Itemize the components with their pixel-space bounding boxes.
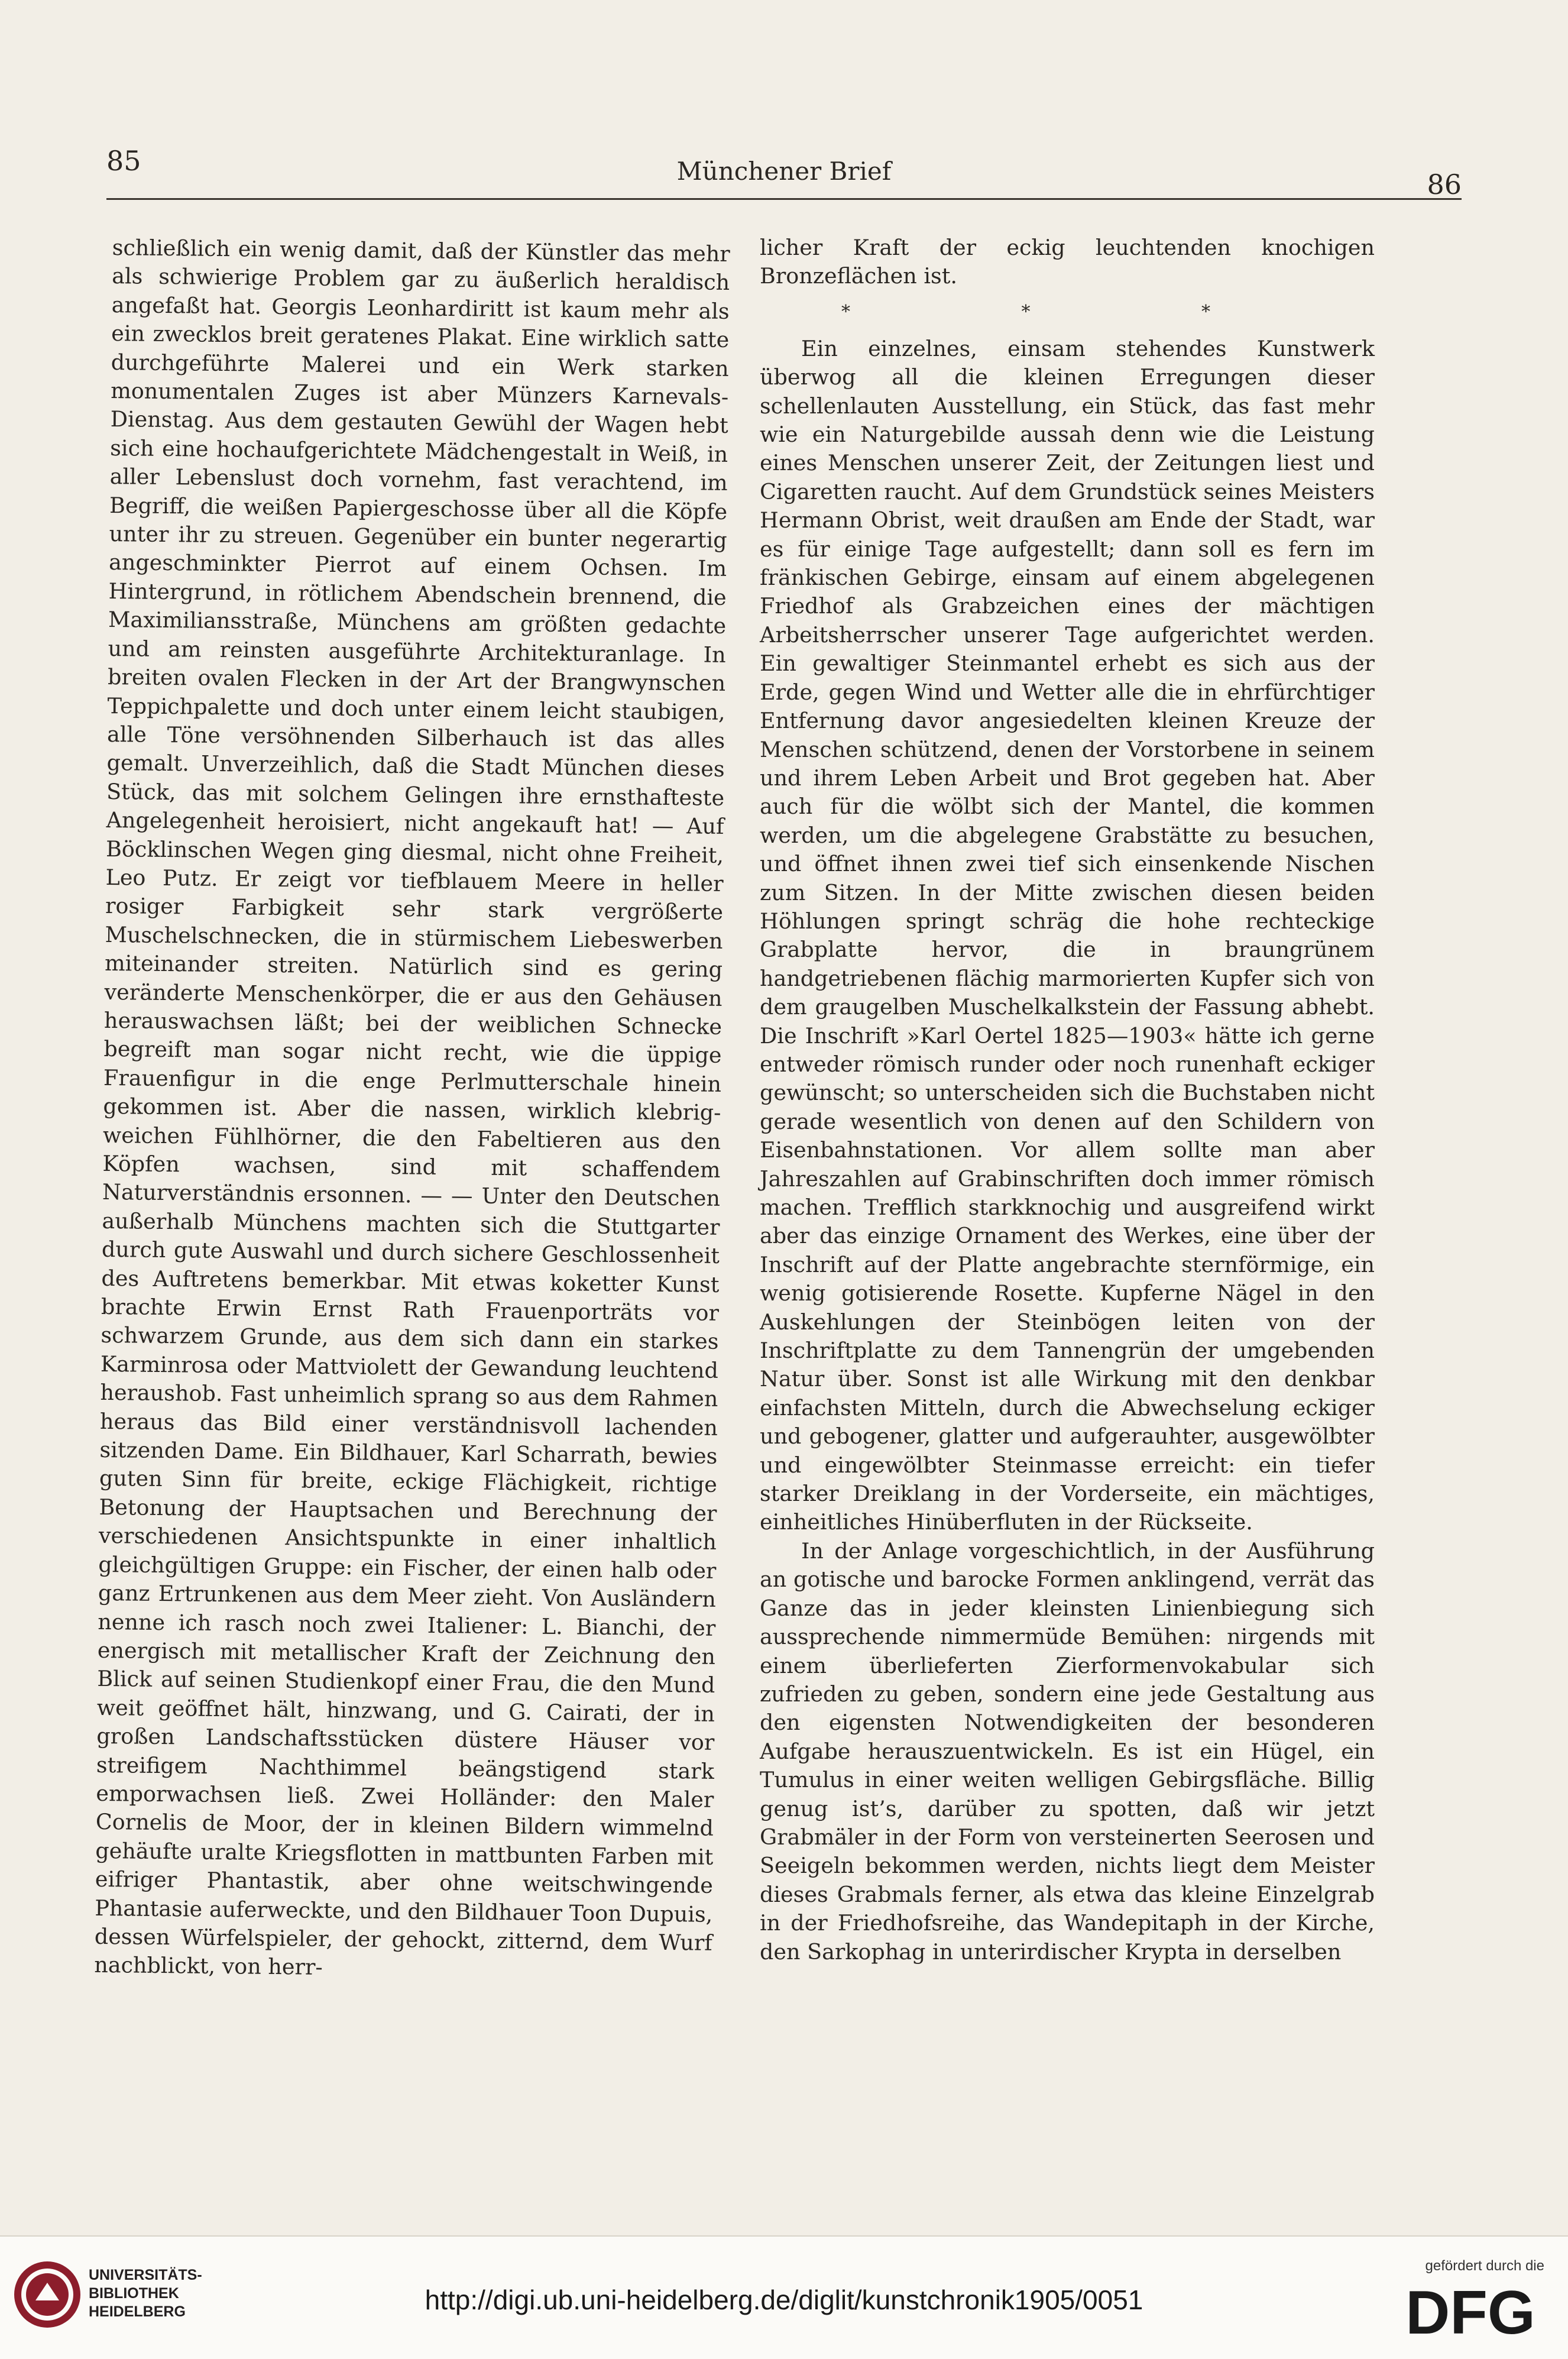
right-paragraph: In der Anlage vorgeschichtlich, in der Ausführung an gotische und barocke Formen anklingend, verrät das Ganze das in jeder kleinsten Linienbiegung sich aussprechende nimmermüde Bemühen: nirgends mit einem überlieferten Zierformenvokabular sich zufrieden zu geben, sondern eine jede Gestaltung aus den eigensten Notwendigkeiten der besonderen Aufgabe herauszuentwickeln. Es ist ein Hügel, ein Tumulus in einer weiten welligen Gebirgsfläche. Billig genug ist’s, darüber zu spotten, daß wir jetzt Grabmäler in der Form von versteinerten Seerosen und Seeigeln bekommen werden, nichts liegt dem Meister dieses Grabmals ferner, als etwa das kleine Einzelgrab in der Friedhofsreihe, das Wandepitaph in der Kirche, den Sarkophag in unterirdischer Krypta in derselben: [760, 1538, 1375, 1965]
page-number-right: 86: [1427, 169, 1462, 200]
running-header: [106, 145, 1462, 200]
section-divider-stars: [760, 302, 1375, 323]
right-paragraph: Ein einzelnes, einsam stehendes Kunstwerk überwog all die kleinen Erregungen dieser schellenlauten Ausstellung, ein Stück, das fast mehr wie ein Naturgebilde aussah denn wie die Leistung eines Menschen unserer Zeit, der Zeitungen liest und Cigaretten raucht. Auf dem Grundstück seines Meisters Hermann Obrist, weit draußen am Ende der Stadt, war es für einige Tage aufgestellt; dann soll es fern im fränkischen Gebirge, einsam auf einem abgelegenen Friedhof als Grabzeichen eines der mächtigen Arbeitsherrscher unserer Tage aufgerichtet werden. Ein gewaltiger Steinmantel erhebt es sich aus der Erde, gegen Wind und Wetter alle die in ehrfürchtiger Entfernung davor angesiedelten kleinen Kreuze der Menschen schützend, denen der Vorstorbene in seinem und ihrem Leben Arbeit und Brot gegeben hat. Aber auch für die wölbt sich der Mantel, die kommen werden, um die abgelegene Grabstätte zu besuchen, und öffnet ihnen zwei tief sich einsenkende Nischen zum Sitzen. In der Mitte zwischen diesen beiden Höhlungen springt schräg die hohe rechteckige Grabplatte hervor, die in braungrünem handgetriebenen flächig marmorierten Kupfer sich von dem graugelben Muschelkalkstein der Fassung abhebt. Die Inschrift »Karl Oertel 1825—1903« hätte ich gerne entweder römisch runder oder noch runenhaft eckiger gewünscht; so unterscheiden sich die Buchstaben nicht gerade wesentlich von denen auf den Schildern von Eisenbahnstationen. Vor allem sollte man aber Jahreszahlen auf Grabinschriften doch immer römisch machen. Trefflich starkknochig und ausgreifend wirkt aber das einzige Ornament des Werkes, eine über der Inschrift auf der Platte angebrachte sternförmige, ein wenig gotisierende Rosette. Kupferne Nägel in den Auskehlungen der Steinbögen leiten von der Inschriftplatte zu dem Tannengrün der umgebenden Natur über. Sonst ist alle Wirkung mit den denkbar einfachsten Mitteln, durch die Abwechselung eckiger und gebogener, glatter und aufgerauhter, ausgewölbter und eingewölbter Steinmasse erreicht: ein tiefer starker Dreiklang in der Vorderseite, ein mächtiges, einheitliches Hinüberfluten in der Rückseite.: [760, 335, 1375, 1535]
left-column: [94, 234, 730, 1986]
page-number-left: 85: [106, 145, 141, 177]
left-paragraph: schließlich ein wenig damit, daß der Künstler das mehr als schwierige Problem gar zu äußerlich heraldisch angefaßt hat. Georgis Leonhardiritt ist kaum mehr als ein zwecklos breit geratenes Plakat. Eine wirklich satte durchgeführte Malerei und ein Werk starken monumentalen Zuges ist aber Münzers Karnevals-Dienstag. Aus dem gestauten Gewühl der Wagen hebt sich eine hochaufgerichtete Mädchengestalt in Weiß, in aller Lebenslust doch vornehm, fast verachtend, im Begriff, die weißen Papiergeschosse über all die Köpfe unter ihr zu streuen. Gegenüber ein bunter negerartig angeschminkter Pierrot auf einem Ochsen. Im Hintergrund, in rötlichem Abendschein brennend, die Maximiliansstraße, Münchens am größten gedachte und am reinsten ausgeführte Architekturanlage. In breiten ovalen Flecken in der Art der Brangwynschen Teppichpalette und doch unter einem leicht staubigen, alle Töne versöhnenden Silberhauch ist das alles gemalt. Unverzeihlich, daß die Stadt München dieses Stück, das mit solchem Gelingen ihre ernsthafteste Angelegenheit heroisiert, nicht angekauft hat! — Auf Böcklinschen Wegen ging diesmal, nicht ohne Freiheit, Leo Putz. Er zeigt vor tiefblauem Meere in heller rosiger Farbigkeit sehr stark vergrößerte Muschelschnecken, die in stürmischem Liebeswerben miteinander streiten. Natürlich sind es gering veränderte Menschenkörper, die er aus den Gehäusen herauswachsen läßt; bei der weiblichen Schnecke begreift man sogar nicht recht, wie die üppige Frauenfigur in die enge Perlmutterschale hinein gekommen ist. Aber die nassen, wirklich klebrig-weichen Fühlhörner, die den Fabeltieren aus den Köpfen wachsen, sind mit schaffendem Naturverständnis ersonnen. — — Unter den Deutschen außerhalb Münchens machten sich die Stuttgarter durch gute Auswahl und durch sichere Geschlossenheit des Auftretens bemerkbar. Mit etwas koketter Kunst brachte Erwin Ernst Rath Frauenporträts vor schwarzem Grunde, aus dem sich dann ein starkes Karminrosa oder Mattviolett der Gewandung leuchtend heraushob. Fast unheimlich sprang so aus dem Rahmen heraus das Bild einer verständnisvoll lachenden sitzenden Dame. Ein Bildhauer, Karl Scharrath, bewies guten Sinn für breite, eckige Flächigkeit, richtige Betonung der Hauptsachen und Berechnung der verschiedenen Ansichtspunkte in einer inhaltlich gleichgültigen Gruppe: ein Fischer, der einen halb oder ganz Ertrunkenen aus dem Meer zieht. Von Ausländern nenne ich rasch noch zwei Italiener: L. Bianchi, der energisch mit metallischer Kraft der Zeichnung den Blick auf seinen Studienkopf einer Frau, die den Mund weit geöffnet hält, hinzwang, und G. Cairati, der in großen Landschaftsstücken düstere Häuser vor streifigem Nachthimmel beängstigend stark emporwachsen ließ. Zwei Holländer: den Maler Cornelis de Moor, der in kleinen Bildern wimmelnd gehäufte uralte Kriegsflotten in mattbunten Farben mit eifriger Phantastik, aber ohne weitschwingende Phantasie auferweckte, und den Bildhauer Toon Dupuis, dessen Würfelspieler, der gehockt, zitternd, dem Wurf nachblickt, von herr-: [94, 234, 730, 1981]
running-title: Münchener Brief: [676, 157, 892, 186]
star-glyph: *: [1201, 301, 1294, 322]
digitization-footer: [0, 2235, 1568, 2359]
source-url-link[interactable]: http://digi.ub.uni-heidelberg.de/diglit/kunstchronik1905/0051: [425, 2284, 1143, 2315]
star-glyph: *: [1021, 301, 1113, 322]
dfg-logo-text: DFG: [1405, 2282, 1535, 2341]
institution-name: UNIVERSITÄTS- BIBLIOTHEK HEIDELBERG: [89, 2267, 202, 2320]
dfg-logo-icon: [1397, 2282, 1544, 2341]
sponsor-text: gefördert durch die: [1425, 2258, 1544, 2274]
star-glyph: *: [841, 301, 933, 322]
header-rule: [106, 198, 1462, 200]
right-continuation: licher Kraft der eckig leuchtenden knochigen Bronzeflächen ist.: [760, 235, 1375, 289]
right-column: [760, 234, 1375, 1966]
